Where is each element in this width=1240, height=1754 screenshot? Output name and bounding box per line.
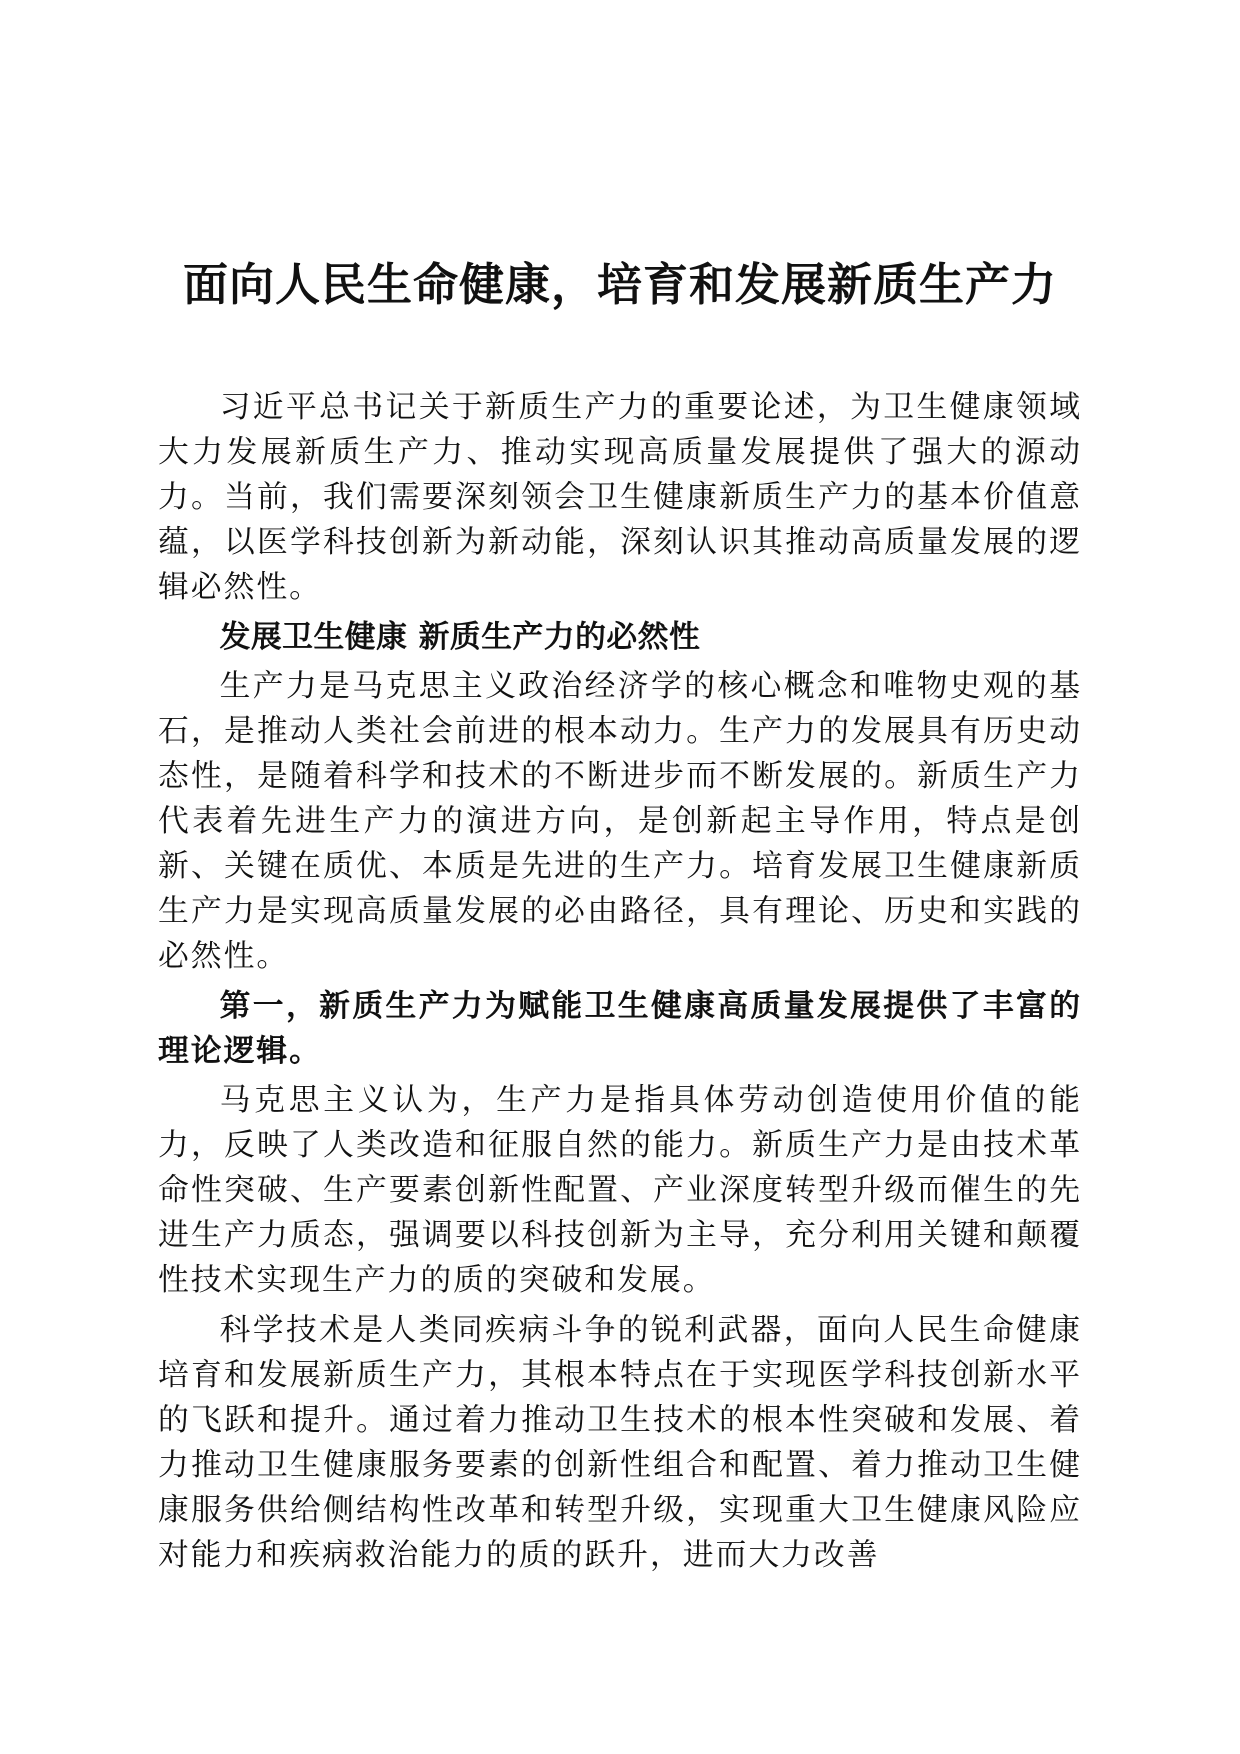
paragraph-intro: 习近平总书记关于新质生产力的重要论述，为卫生健康领域大力发展新质生产力、推动实现高质量发展提供了强大的源动力。当前，我们需要深刻领会卫生健康新质生产力的基本价值意蕴，以医学科技创新为新动能，深刻认识其推动高质量发展的逻辑必然性。: [158, 389, 1082, 605]
document-title: 面向人民生命健康，培育和发展新质生产力: [182, 258, 1057, 311]
section-heading: 发展卫生健康 新质生产力的必然性: [219, 618, 701, 655]
document-body: [158, 385, 1082, 1582]
paragraph-productivity: 生产力是马克思主义政治经济学的核心概念和唯物史观的基石，是推动人类社会前进的根本动力。生产力的发展具有历史动态性，是随着科学和技术的不断进步而不断发展的。新质生产力代表着先进生产力的演进方向，是创新起主导作用，特点是创新、关键在质优、本质是先进的生产力。培育发展卫生健康新质生产力是实现高质量发展的必由路径，具有理论、历史和实践的必然性。: [158, 668, 1082, 974]
paragraph-marxism: 马克思主义认为，生产力是指具体劳动创造使用价值的能力，反映了人类改造和征服自然的能力。新质生产力是由技术革命性突破、生产要素创新性配置、产业深度转型升级而催生的先进生产力质态，强调要以科技创新为主导，充分利用关键和颠覆性技术实现生产力的质的突破和发展。: [158, 1082, 1082, 1298]
paragraph-science-technology: 科学技术是人类同疾病斗争的锐利武器，面向人民生命健康培育和发展新质生产力，其根本特点在于实现医学科技创新水平的飞跃和提升。通过着力推动卫生技术的根本性突破和发展、着力推动卫生健康服务要素的创新性组合和配置、着力推动卫生健康服务供给侧结构性改革和转型升级，实现重大卫生健康风险应对能力和疾病救治能力的质的跃升，进而大力改善: [158, 1311, 1082, 1573]
subheading-first-point: 第一，新质生产力为赋能卫生健康高质量发展提供了丰富的理论逻辑。: [158, 987, 1082, 1069]
